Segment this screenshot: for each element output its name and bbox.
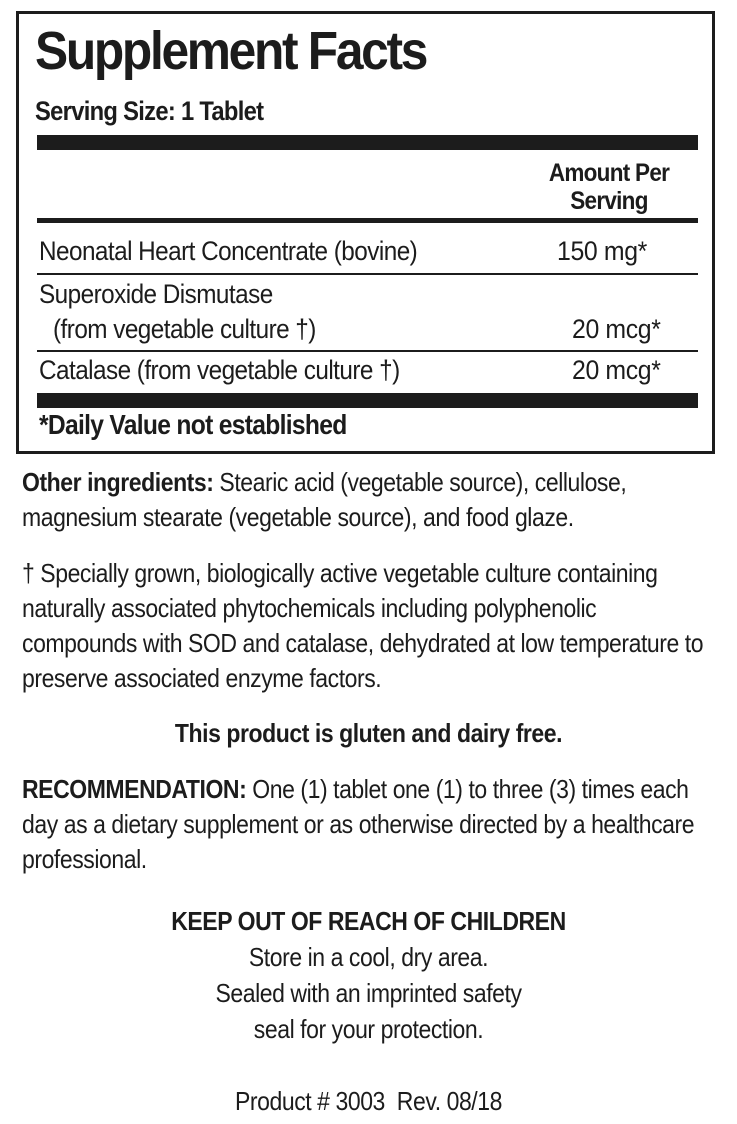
recommendation-text: One (1) tablet one (1) to three (3) times each day as a dietary supplement or as otherwise directed by a healthcare professional.: [22, 774, 695, 874]
product-number: Product # 3003 Rev. 08/18: [235, 1086, 502, 1116]
amount-per-serving-header: [546, 159, 672, 215]
row-divider: [37, 350, 698, 352]
ingredient-name: Neonatal Heart Concentrate (bovine): [39, 236, 418, 266]
ingredient-amount: 150 mg*: [557, 236, 647, 266]
seal-line-1: Sealed with an imprinted safety: [215, 978, 522, 1008]
amount-header-line2: Serving: [570, 187, 648, 215]
other-ingredients: [22, 465, 712, 535]
amount-header-line1: Amount Per: [548, 159, 670, 187]
ingredient-amount: 20 mcg*: [572, 355, 661, 385]
other-ingredients-label: Other ingredients:: [22, 467, 214, 497]
culture-note: † Specially grown, biologically active vegetable culture containing naturally associated phytochemicals including polyphenolic compounds with SOD and catalase, dehydrated at low temperature to preserve associated enzyme factors.: [22, 558, 704, 693]
ingredient-name: Superoxide Dismutase: [39, 279, 273, 309]
serving-size: Serving Size: 1 Tablet: [35, 96, 264, 126]
divider-header: [37, 218, 698, 223]
storage-line: Store in a cool, dry area.: [248, 942, 489, 972]
daily-value-footnote: *Daily Value not established: [39, 409, 347, 440]
panel-title: Supplement Facts: [35, 21, 427, 81]
ingredient-name: Catalase (from vegetable culture †): [39, 355, 400, 385]
recommendation-label: RECOMMENDATION:: [22, 774, 247, 804]
seal-line-2: seal for your protection.: [253, 1014, 484, 1044]
ingredient-name-line2: (from vegetable culture †): [53, 314, 316, 344]
divider-thick-top: [37, 135, 698, 150]
ingredient-amount: 20 mcg*: [572, 314, 661, 344]
gluten-dairy-statement: This product is gluten and dairy free.: [174, 718, 563, 748]
other-ingredients-text: Stearic acid (vegetable source), cellulose, magnesium stearate (vegetable source), and food glaze.: [22, 467, 627, 532]
supplement-facts-panel: [16, 11, 715, 454]
row-divider: [37, 273, 698, 275]
warning-heading: KEEP OUT OF REACH OF CHILDREN: [171, 906, 566, 936]
divider-thick-bottom: [37, 393, 698, 408]
recommendation: [22, 772, 712, 877]
